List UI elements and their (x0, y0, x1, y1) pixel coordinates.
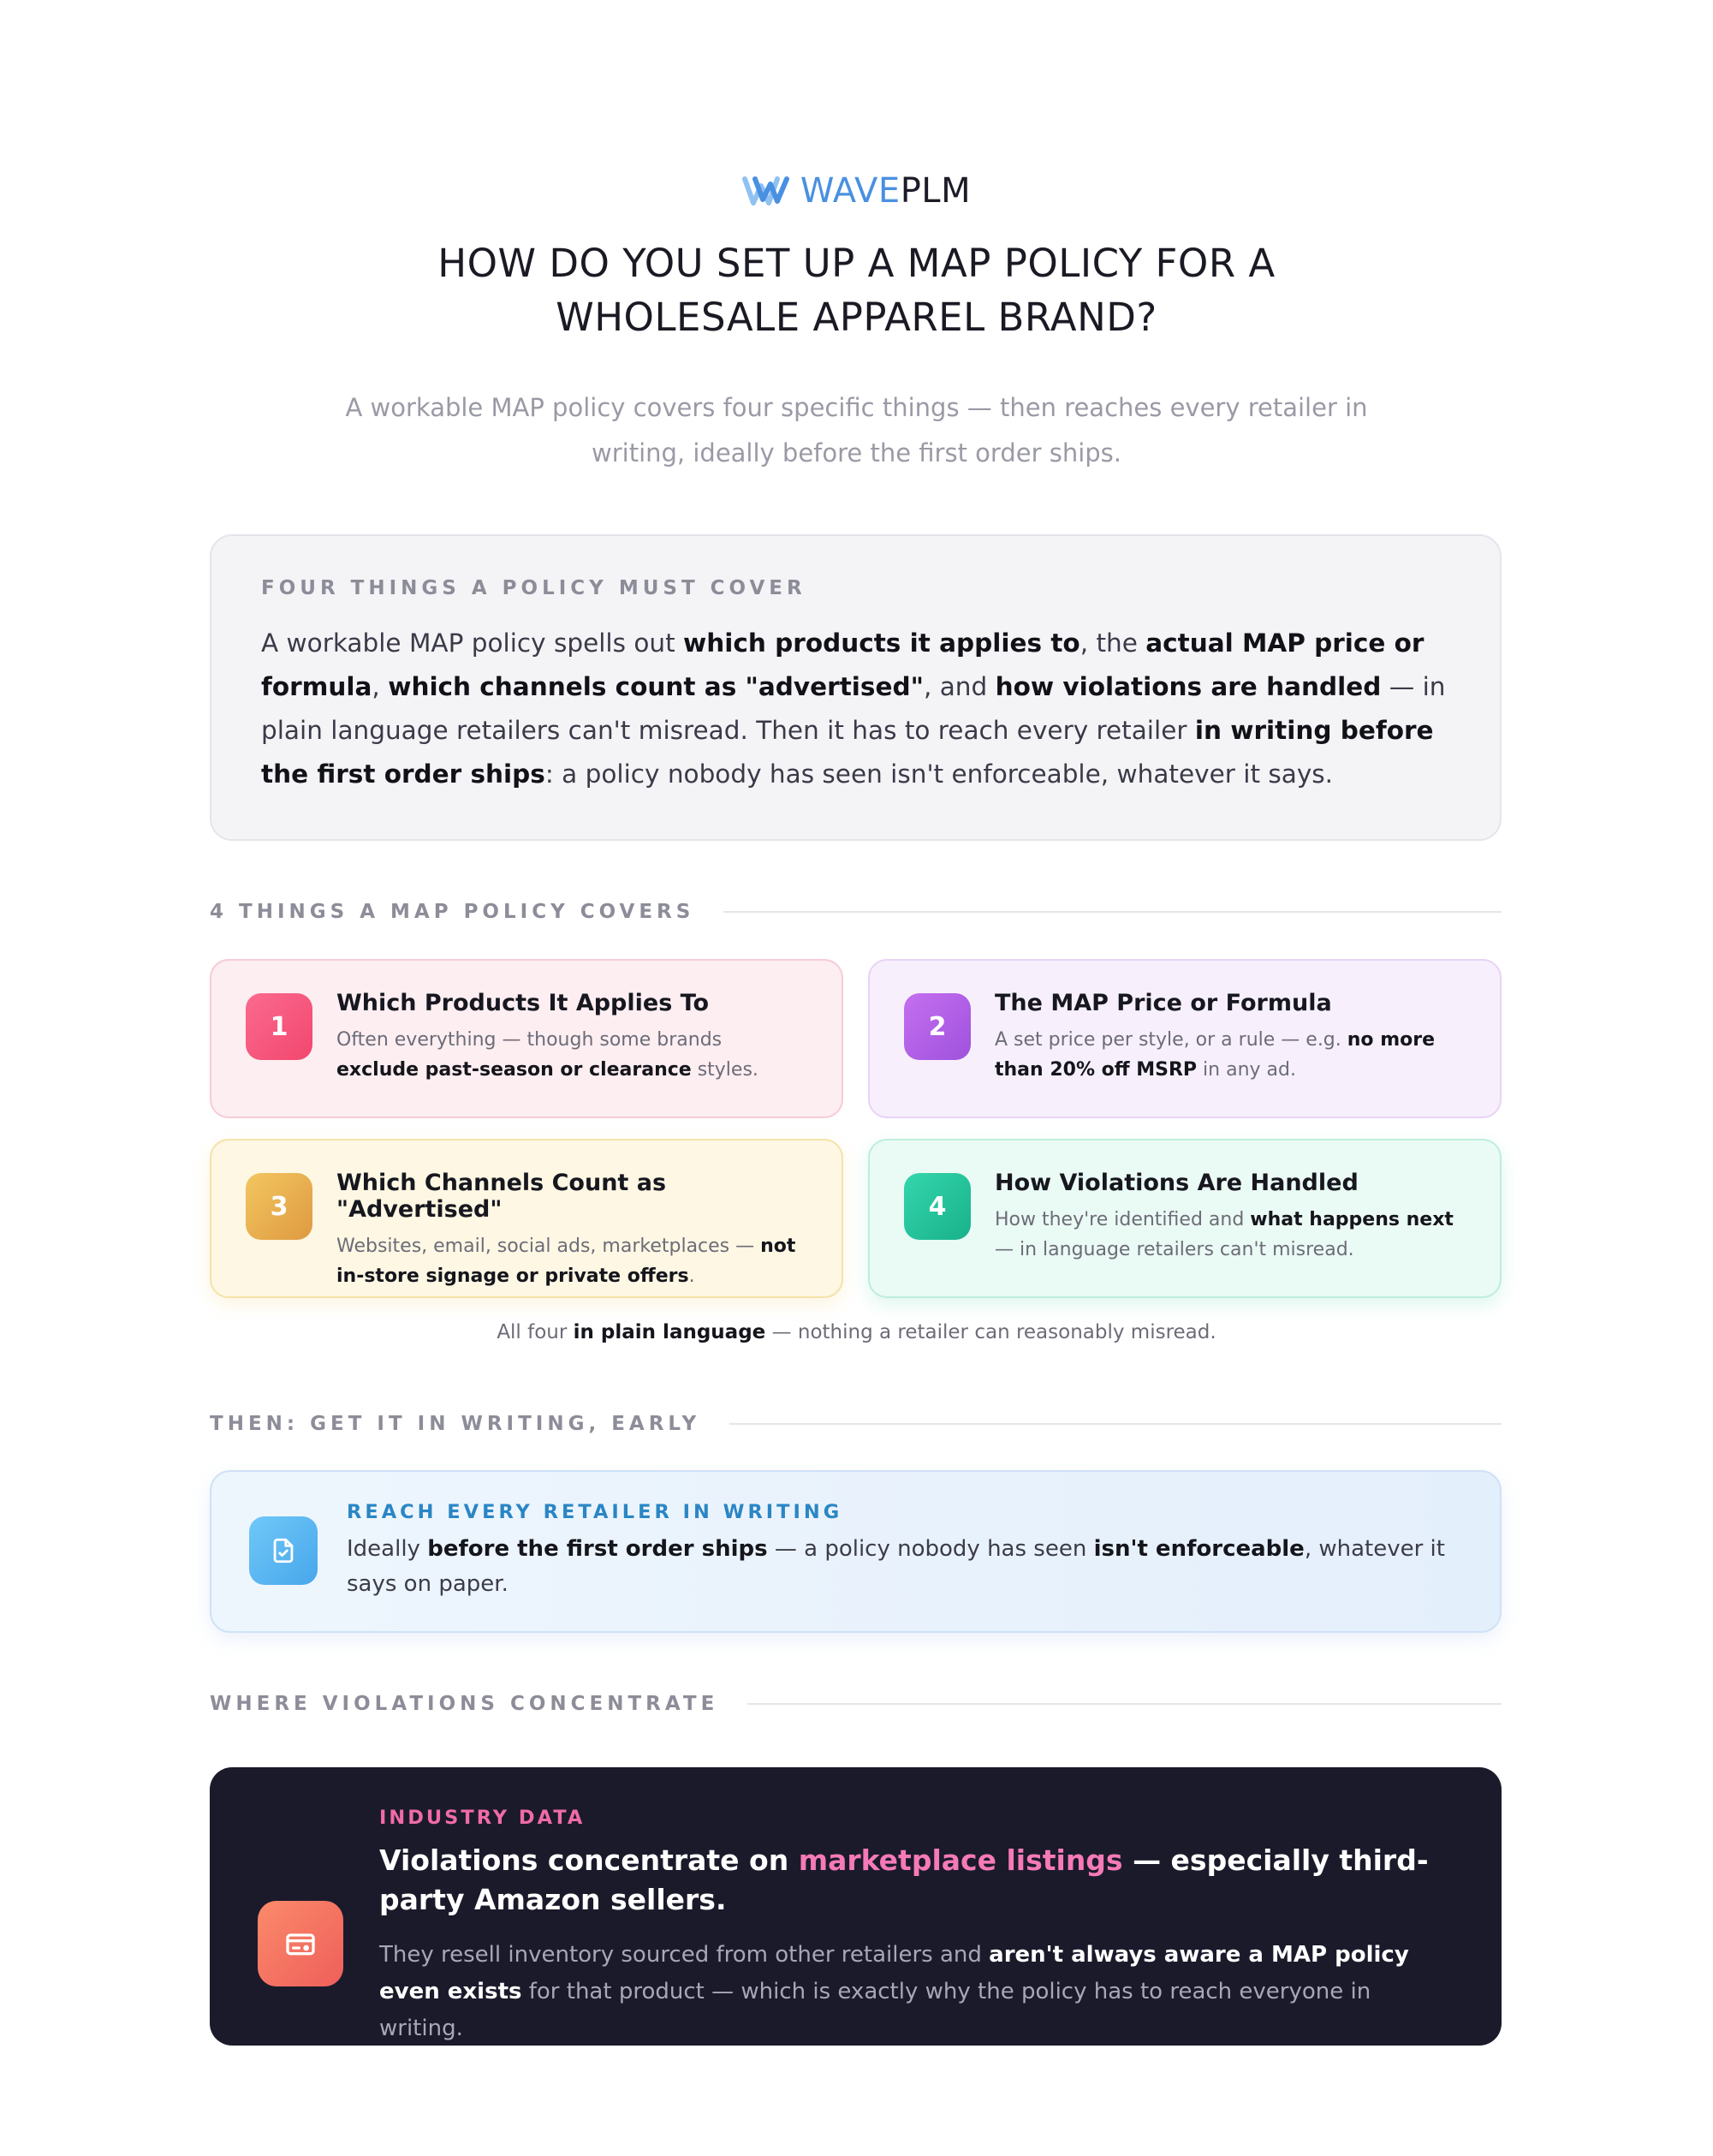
card-text: Websites, email, social ads, marketplaces — (336, 1236, 761, 1257)
card-bold: no more than 20% off MSRP (995, 1029, 1436, 1081)
section-header-writing (210, 1413, 1502, 1435)
card-description (995, 1205, 1466, 1265)
headline-text: Violations concentrate on (379, 1843, 799, 1877)
card-text: in any ad. (1197, 1059, 1296, 1081)
card-content (995, 1170, 1466, 1267)
writing-text: Ideally (347, 1536, 428, 1562)
writing-text: — a policy nobody has seen (767, 1536, 1094, 1562)
section-header-violations (210, 1693, 1502, 1715)
summary-text: , and (923, 672, 996, 701)
industry-content (379, 1807, 1454, 2046)
section-label: 4 THINGS A MAP POLICY COVERS (210, 901, 695, 923)
headline-highlight: marketplace listings (798, 1843, 1123, 1877)
page-subtitle (0, 385, 1713, 476)
section-label: WHERE VIOLATIONS CONCENTRATE (210, 1693, 719, 1715)
card-bold: exclude past-season or clearance (336, 1059, 692, 1081)
summary-text: , the (1080, 628, 1146, 658)
card-number-badge: 2 (904, 993, 971, 1060)
industry-text: for that product — which is exactly why the policy has to reach everyone in writing. (379, 1979, 1371, 2041)
card-description (995, 1025, 1466, 1085)
card-description (336, 1025, 807, 1085)
card-price-formula (868, 959, 1502, 1118)
card-text: — in language retailers can't misread. (995, 1239, 1354, 1260)
industry-bold: aren't always aware a MAP policy even exists (379, 1942, 1409, 2004)
card-title: How Violations Are Handled (995, 1170, 1359, 1196)
card-number-badge: 3 (246, 1173, 312, 1240)
wave-logo-icon (742, 174, 790, 208)
summary-text: : a policy nobody has seen isn't enforceable, whatever it says. (544, 759, 1334, 789)
card-title: Which Channels Count as "Advertised" (336, 1170, 667, 1223)
section-label: THEN: GET IT IN WRITING, EARLY (210, 1413, 701, 1435)
credit-card-icon (258, 1901, 343, 1986)
card-title: The MAP Price or Formula (995, 990, 1332, 1016)
card-channels (210, 1139, 843, 1298)
industry-label: INDUSTRY DATA (379, 1807, 586, 1829)
summary-label: FOUR THINGS A POLICY MUST COVER (261, 577, 806, 599)
card-content (336, 990, 807, 1087)
writing-text: , whatever it says on paper. (347, 1536, 1445, 1597)
card-text: styles. (691, 1059, 758, 1081)
section-divider (747, 1703, 1502, 1705)
summary-bold: which channels count as "advertised" (388, 672, 924, 701)
plain-language-note (0, 1321, 1713, 1343)
writing-label: REACH EVERY RETAILER IN WRITING (347, 1501, 843, 1523)
note-bold: in plain language (573, 1321, 766, 1343)
card-text: Often everything — though some brands (336, 1029, 723, 1051)
card-bold: not in-store signage or private offers (336, 1236, 796, 1287)
industry-headline (379, 1841, 1454, 1920)
brand-plm: PLM (900, 171, 972, 211)
writing-bold: isn't enforceable (1093, 1536, 1305, 1562)
subtitle-line-2: writing, ideally before the first order ships. (592, 438, 1121, 468)
card-number-badge: 4 (904, 1173, 971, 1240)
card-violations (868, 1139, 1502, 1298)
summary-body (261, 622, 1450, 796)
card-content (336, 1170, 807, 1287)
industry-text: They resell inventory sourced from other retailers and (379, 1942, 990, 1968)
summary-bold: how violations are handled (995, 672, 1382, 701)
card-products (210, 959, 843, 1118)
section-divider (729, 1423, 1502, 1425)
card-text: How they're identified and (995, 1209, 1251, 1230)
title-line-2: WHOLESALE APPAREL BRAND? (556, 295, 1157, 340)
card-number-badge: 1 (246, 993, 312, 1060)
card-text: . (688, 1266, 695, 1287)
subtitle-line-1: A workable MAP policy covers four specific things — then reaches every retailer in (345, 393, 1368, 422)
summary-text: — in plain language retailers can't misread. Then it has to reach every retailer (261, 672, 1446, 745)
document-check-icon (249, 1516, 318, 1585)
brand-name (800, 171, 971, 211)
writing-callout (210, 1470, 1502, 1633)
note-text: — nothing a retailer can reasonably misread. (765, 1321, 1216, 1343)
section-divider (723, 911, 1502, 913)
writing-body (347, 1532, 1466, 1602)
summary-text: A workable MAP policy spells out (261, 628, 684, 658)
headline-text: — especially third-party Amazon sellers. (379, 1843, 1429, 1916)
summary-box (210, 534, 1502, 841)
note-text: All four (497, 1321, 574, 1343)
writing-content (347, 1501, 1466, 1602)
industry-body (379, 1937, 1454, 2047)
brand-logo (0, 171, 1713, 211)
card-text: A set price per style, or a rule — e.g. (995, 1029, 1347, 1051)
summary-bold: which products it applies to (683, 628, 1080, 658)
card-content (995, 990, 1466, 1087)
card-description (336, 1231, 807, 1291)
writing-bold: before the first order ships (427, 1536, 768, 1562)
section-header-four-things (210, 901, 1502, 923)
summary-text: , (372, 672, 389, 701)
page-title (0, 236, 1713, 344)
title-line-1: HOW DO YOU SET UP A MAP POLICY FOR A (437, 241, 1276, 286)
card-bold: what happens next (1250, 1209, 1454, 1230)
brand-wave: WAVE (800, 171, 901, 211)
summary-bold: in writing before the first order ships (261, 716, 1434, 789)
industry-data-callout (210, 1767, 1502, 2046)
card-title: Which Products It Applies To (336, 990, 710, 1016)
summary-bold: actual MAP price or formula (261, 628, 1425, 701)
